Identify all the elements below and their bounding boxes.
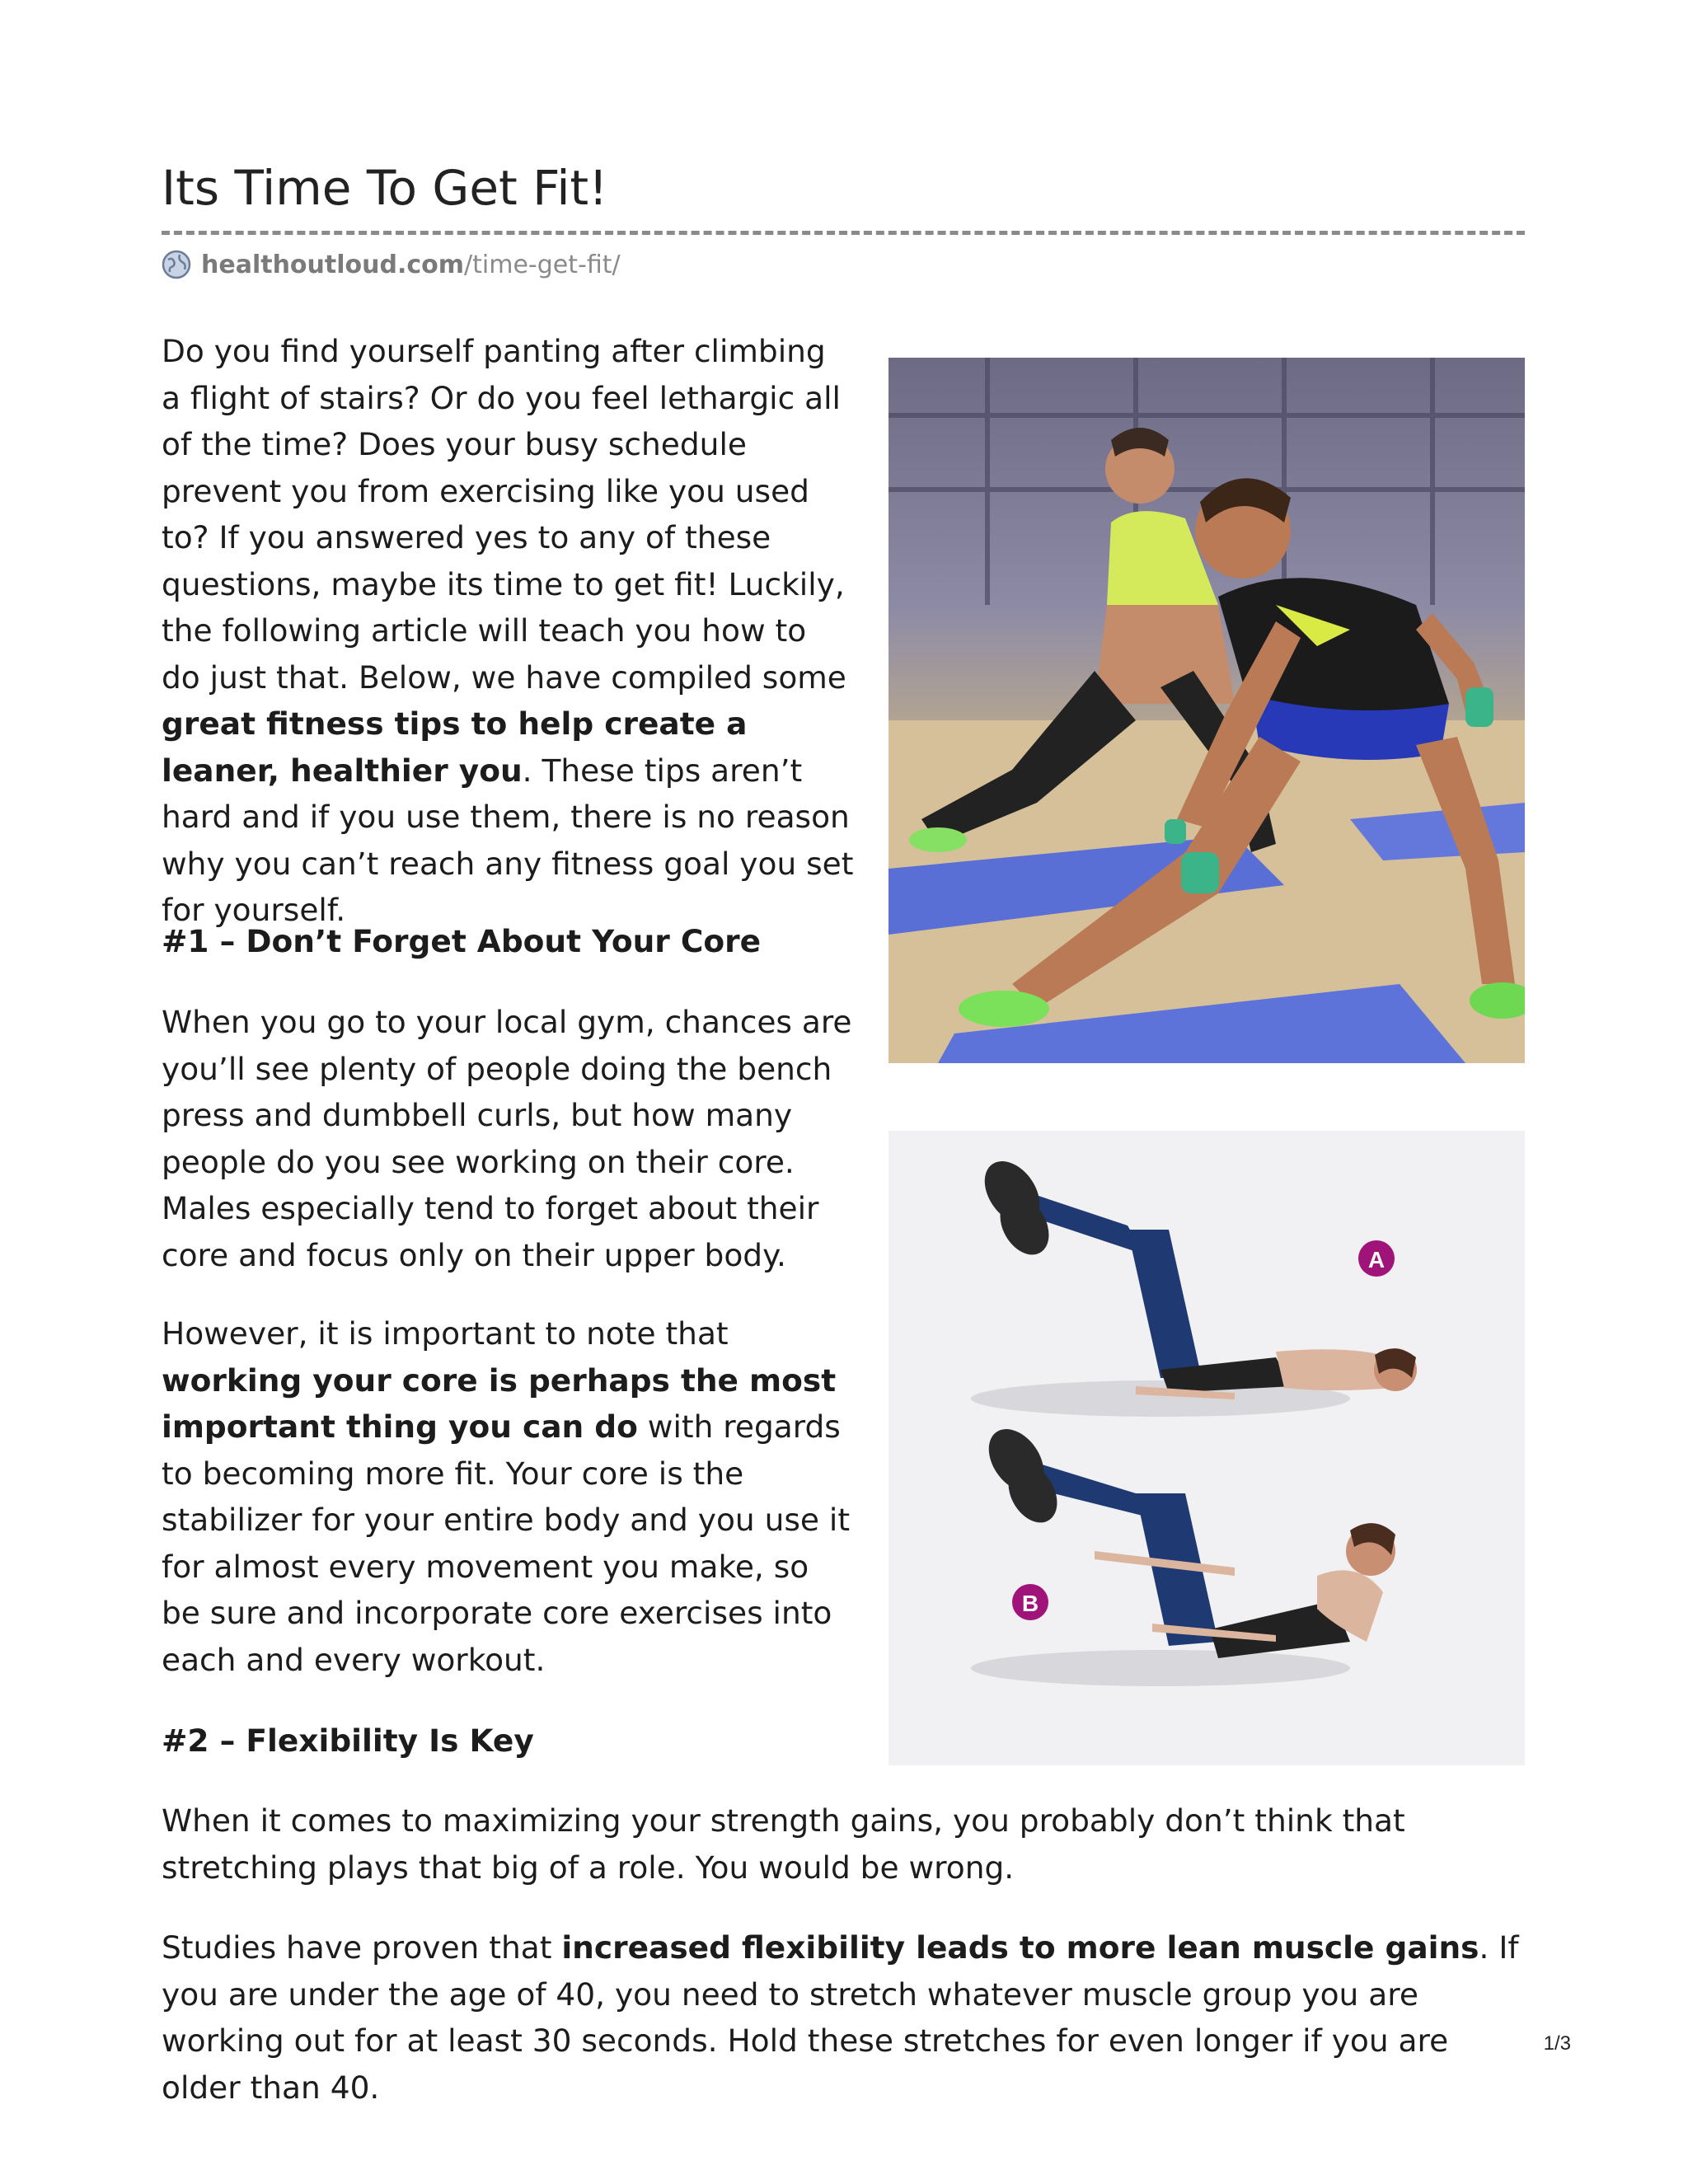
section1-p2-text-end: with regards to becoming more fit. Your core is the stabilizer for your entire body and you use it for almost every movement you make, so be sure and incorporate core exercises into each and every workout.	[162, 1408, 851, 1678]
article	[162, 157, 1525, 2106]
source-link[interactable]	[162, 250, 1525, 279]
source-domain: healthoutloud.com	[201, 250, 465, 279]
section2-paragraph-2	[162, 1924, 1530, 2111]
source-path: /time-get-fit/	[464, 250, 621, 279]
section2-p2-text: Studies have proven that	[162, 1929, 562, 1966]
section1-p2-text: However, it is important to note that	[162, 1315, 729, 1352]
section1-paragraph-1	[162, 999, 854, 1278]
title-divider	[162, 231, 1525, 235]
gym-workout-photo	[889, 358, 1525, 1063]
section1-paragraph-2	[162, 1310, 854, 1683]
intro-paragraph	[162, 328, 854, 934]
section2-heading: #2 – Flexibility Is Key	[162, 1722, 534, 1759]
section2-p2-bold: increased flexibility leads to more lean muscle gains	[561, 1929, 1479, 1966]
section2-p2-text-end: . If you are under the age of 40, you need to stretch whatever muscle group you are working out for at least 30 seconds. Hold these stretches for even longer if you are older than 40.	[162, 1929, 1519, 2106]
globe-icon	[162, 250, 191, 279]
intro-bold: great fitness tips to help create a leaner, healthier you	[162, 705, 748, 789]
label-b: B	[1021, 1591, 1039, 1616]
section1-heading: #1 – Don’t Forget About Your Core	[162, 923, 762, 959]
page-title: Its Time To Get Fit!	[162, 160, 608, 216]
core-exercise-photo	[889, 1131, 1525, 1765]
section2-p1-text: When it comes to maximizing your strength gains, you probably don’t think that stretching plays that big of a role. You would be wrong.	[162, 1802, 1405, 1886]
section2-paragraph-1	[162, 1797, 1530, 1891]
intro-text: Do you find yourself panting after climbing a flight of stairs? Or do you feel lethargic all of the time? Does your busy schedule prevent you from exercising like you used to? If you answered yes to any of these questions, maybe its time to get fit! Luckily, the following article will teach you how to do just that. Below, we have compiled some	[162, 333, 846, 696]
label-a: A	[1367, 1247, 1386, 1272]
section1-p1-text: When you go to your local gym, chances are you’ll see plenty of people doing the bench press and dumbbell curls, but how many people do you see working on their core. Males especially tend to forget about their core and focus only on their upper body.	[162, 1004, 852, 1273]
intro-text-end: . These tips aren’t hard and if you use them, there is no reason why you can’t reach any fitness goal you set for yourself.	[162, 752, 854, 928]
section1-p2-bold: working your core is perhaps the most important thing you can do	[162, 1361, 837, 1445]
page-number: 1/3	[1543, 2032, 1571, 2055]
